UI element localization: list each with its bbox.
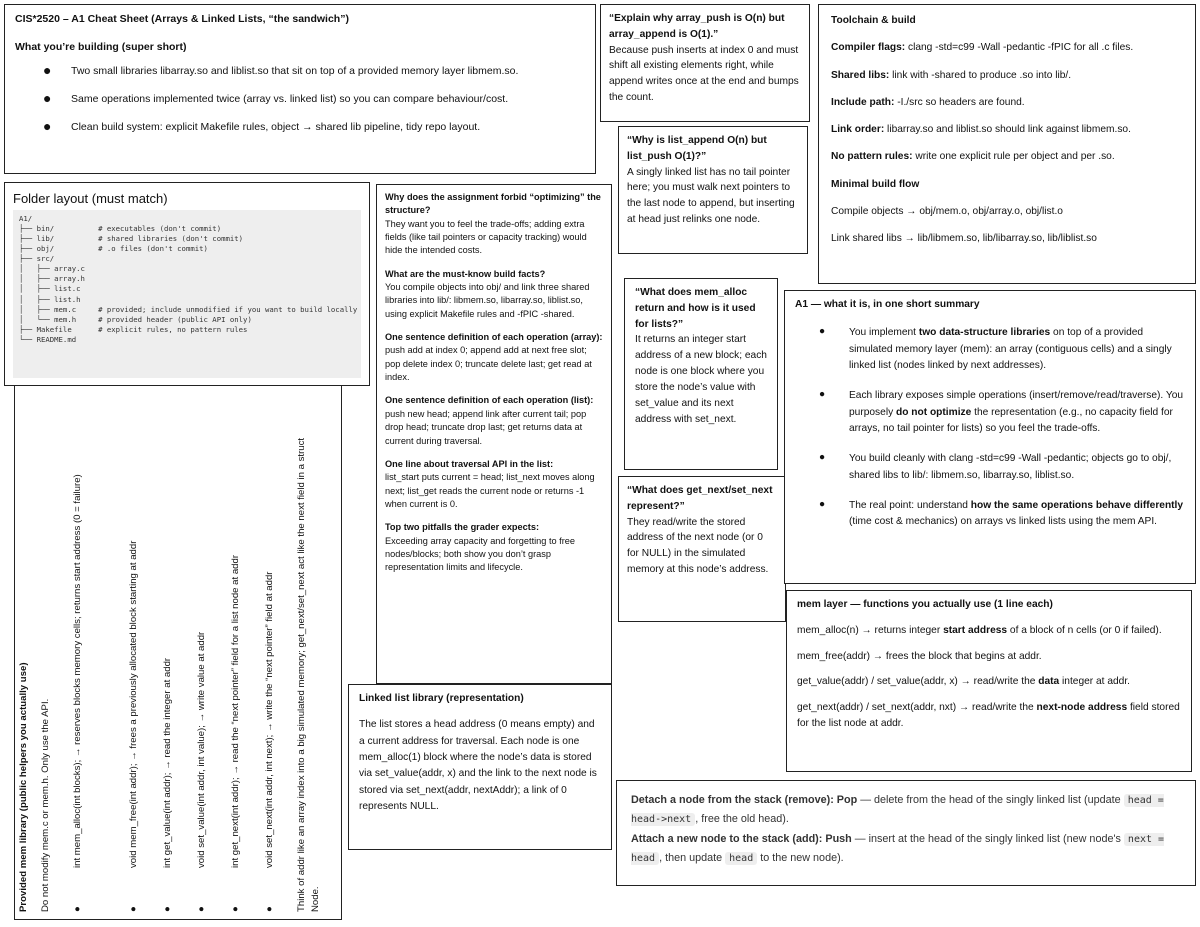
toolchain-line: No pattern rules: write one explicit rule per object and per .so. [831,151,1115,163]
array-push-qa-box [600,4,810,122]
tree-line: │ ├── mem.c # provided; include unmodified if you want to build locally [19,304,358,314]
tree-line: ├── Makefile # explicit rules, no pattern rules [19,324,248,334]
tree-line: │ ├── list.c [19,284,81,294]
faq-question: Why does the assignment forbid “optimizing” the structure? [385,192,601,216]
mem-api-item: ● int get_value(int addr); → read the integer at addr [162,657,173,912]
folder-layout-box [4,182,370,386]
list-item: ● You build cleanly with clang -std=c99 -Wall -pedantic; objects go to obj/, shared libs to lib/: libmem.so, libarray.so, liblist.so. [819,452,1172,481]
mem-api-item: ● void set_next(int addr, int next); → write the “next pointer” field at addr [264,571,275,912]
faq-section [385,268,603,321]
qa-question: “Explain why array_push is O(n) but array_append is O(1).” [609,13,785,40]
faq-answer: list_start puts current = head; list_next moves along next; list_get reads the current node or returns -1 when current is 0. [385,472,595,509]
list-item: ● Clean build system: explicit Makefile rules, object → shared lib pipeline, tidy repo layout. [43,118,481,134]
mem-layer-line: mem_free(addr) → frees the block that begins at addr. [797,650,1042,662]
mem-library-rotated [15,400,335,920]
head-code: head [725,852,757,865]
mem-layer-line: get_value(addr) / set_value(addr, x) → read/write the data integer at addr. [797,676,1130,688]
mem-layer-title: mem layer — functions you actually use (1 line each) [797,599,1053,610]
folder-tree [13,210,361,378]
list-item: ● Same operations implemented twice (array vs. linked list) so you can compare behaviour/cost. [43,90,509,106]
faq-box [376,184,612,684]
faq-answer: Exceeding array capacity and forgetting to free nodes/blocks; both show you don’t grasp representation limits and lifecycle. [385,535,575,573]
linked-list-repr-body: The list stores a head address (0 means empty) and a current address for traversal. Each node is one mem_alloc(1) block where the node’s data is stored via set_value(addr, x) and the link to the next node is stored via set_next(addr, nextAddr); a link of 0 represents NULL. [359,719,597,812]
list-append-qa-box [618,126,808,254]
folder-layout-title: Folder layout (must match) [13,191,168,206]
tree-line: ├── obj/ # .o files (don't commit) [19,244,208,254]
tree-line: ├── bin/ # executables (don't commit) [19,224,222,234]
linked-list-repr-title: Linked list library (representation) [359,693,524,704]
a1-summary-title: A1 — what it is, in one short summary [795,299,980,310]
faq-question: What are the must-know build facts? [385,268,546,279]
stack-ops-box [616,780,1196,886]
next-head-code: next = head [631,833,1165,865]
mem-library-note: Do not modify mem.c or mem.h. Only use the API. [40,698,52,912]
toolchain-line: Compiler flags: clang -std=c99 -Wall -pedantic -fPIC for all .c files. [831,42,1134,54]
mem-api-item: ● void set_value(int addr, int value); → write value at addr [196,631,207,912]
tree-line: │ └── mem.h # provided header (public API only) [19,314,252,324]
get-next-qa-box [618,476,786,622]
overview-bullets [15,62,585,149]
faq-answer: push new head; append link after current tail; pop drop head; truncate drop last; get returns data at current during traversal. [385,408,587,446]
stack-pop-line: Detach a node from the stack (remove): Pop — delete from the head of the singly linked list (update head = head->next , free the old head). [631,794,1164,826]
mem-api-item: ● int get_next(int addr); → read the “next pointer” field for a list node at addr [230,554,241,912]
qa-answer: A singly linked list has no tail pointer here; you must walk next pointers to the last node to append, but inserting at head just relinks one node. [627,166,795,226]
stack-push-line: Attach a new node to the stack (add): Push — insert at the head of the singly linked list (new node's next = head , then update head to the new node). [631,832,1165,865]
mem-library-box [14,386,342,920]
qa-question: “What does mem_alloc return and how is it used for lists?” [635,287,756,330]
tree-line: ├── lib/ # shared libraries (don't commit) [19,234,244,244]
tree-line: │ ├── array.h [19,274,85,284]
faq-answer: push add at index 0; append add at next free slot; pop delete index 0; truncate delete last; get read at index. [385,345,592,383]
faq-section [385,521,603,574]
toolchain-line: Include path: -I./src so headers are found. [831,96,1025,108]
mem-library-title: Provided mem library (public helpers you actually use) [18,662,29,912]
faq-answer: You compile objects into obj/ and link three shared libraries into lib/: libmem.so, libarray.so, liblist.so, using explicit Makefile rules and -fPIC -shared. [385,282,590,319]
mem-library-footnote: Think of addr like an array index into a big simulated memory; get_next/set_next act like the next field in a struct Node. [296,437,322,912]
linked-list-repr-box [348,684,612,850]
faq-section [385,394,603,447]
qa-answer: It returns an integer start address of a new block; each node is one block where you store the node’s value with set_value and its next address with set_next. [635,334,767,425]
toolchain-line: Shared libs: link with -shared to produce .so into lib/. [831,69,1072,81]
tree-line: A1/ [19,214,33,223]
head-next-code: head = head->next [631,795,1164,826]
mem-layer-box [786,590,1192,772]
tree-line: └── README.md [19,334,77,344]
toolchain-box [818,4,1196,284]
cheat-sheet-title: CIS*2520 – A1 Cheat Sheet (Arrays & Linked Lists, “the sandwich”) [15,13,349,25]
overview-box [4,4,596,174]
faq-question: One line about traversal API in the list: [385,458,554,469]
rot-col-1 [17,412,54,912]
faq-section [385,331,603,384]
faq-question: One sentence definition of each operation (array): [385,332,603,343]
tree-line: │ ├── list.h [19,294,81,304]
list-item: ● Each library exposes simple operations (insert/remove/read/traverse). You purposely do not optimize the representation (e.g., no capacity field for arrays, no tail pointer for lists) so you feel the trade-offs. [819,389,1184,434]
toolchain-title: Toolchain & build [831,15,916,26]
tree-line: │ ├── array.c [19,264,85,274]
qa-answer: Because push inserts at index 0 and must shift all existing elements right, while append writes once at the end and bumps the count. [609,44,799,104]
list-item: ● The real point: understand how the same operations behave differently (time cost & mechanics) on arrays vs linked lists using the mem API. [819,498,1184,528]
faq-question: Top two pitfalls the grader expects: [385,522,539,533]
mem-api-item: ● int mem_alloc(int blocks); → reserves blocks memory cells; returns start address (0 = failure) [72,474,83,912]
toolchain-line: Link order: libarray.so and liblist.so should link against libmem.so. [831,124,1131,136]
build-flow-title: Minimal build flow [831,178,920,190]
a1-summary-box [784,290,1196,584]
tree-line: ├── src/ [19,254,55,264]
qa-answer: They read/write the stored address of the next node (or 0 for NULL) in the simulated memory at this node’s address. [627,516,769,576]
faq-question: One sentence definition of each operation (list): [385,395,594,406]
mem-layer-line: mem_alloc(n) → returns integer start address of a block of n cells (or 0 if failed). [797,624,1162,636]
faq-section [385,191,603,258]
list-item: ● You implement two data-structure libraries on top of a provided simulated memory layer (mem): an array (contiguous cells) and a singly linked list (nodes linked by next addresses). [819,326,1172,371]
mem-api-item: ● void mem_free(int addr); → frees a previously allocated block starting at addr [128,540,139,912]
list-item: ● Two small libraries libarray.so and liblist.so that sit on top of a provided memory layer libmem.so. [43,62,519,78]
faq-answer: They want you to feel the trade-offs; adding extra fields (like tail pointers or capacity tracking) would hide the intended costs. [385,218,587,256]
qa-question: “What does get_next/set_next represent?” [627,485,773,512]
mem-layer-line: get_next(addr) / set_next(addr, nxt) → read/write the next-node address field stored for the list node at addr. [797,702,1180,730]
build-flow-line: Link shared libs → lib/libmem.so, lib/libarray.so, lib/liblist.so [831,233,1097,245]
qa-question: “Why is list_append O(n) but list_push O(1)?” [627,135,767,162]
mem-alloc-qa-box [624,278,778,470]
build-flow-line: Compile objects → obj/mem.o, obj/array.o, obj/list.o [831,206,1063,218]
faq-section [385,458,603,511]
overview-subtitle: What you’re building (super short) [15,41,187,53]
